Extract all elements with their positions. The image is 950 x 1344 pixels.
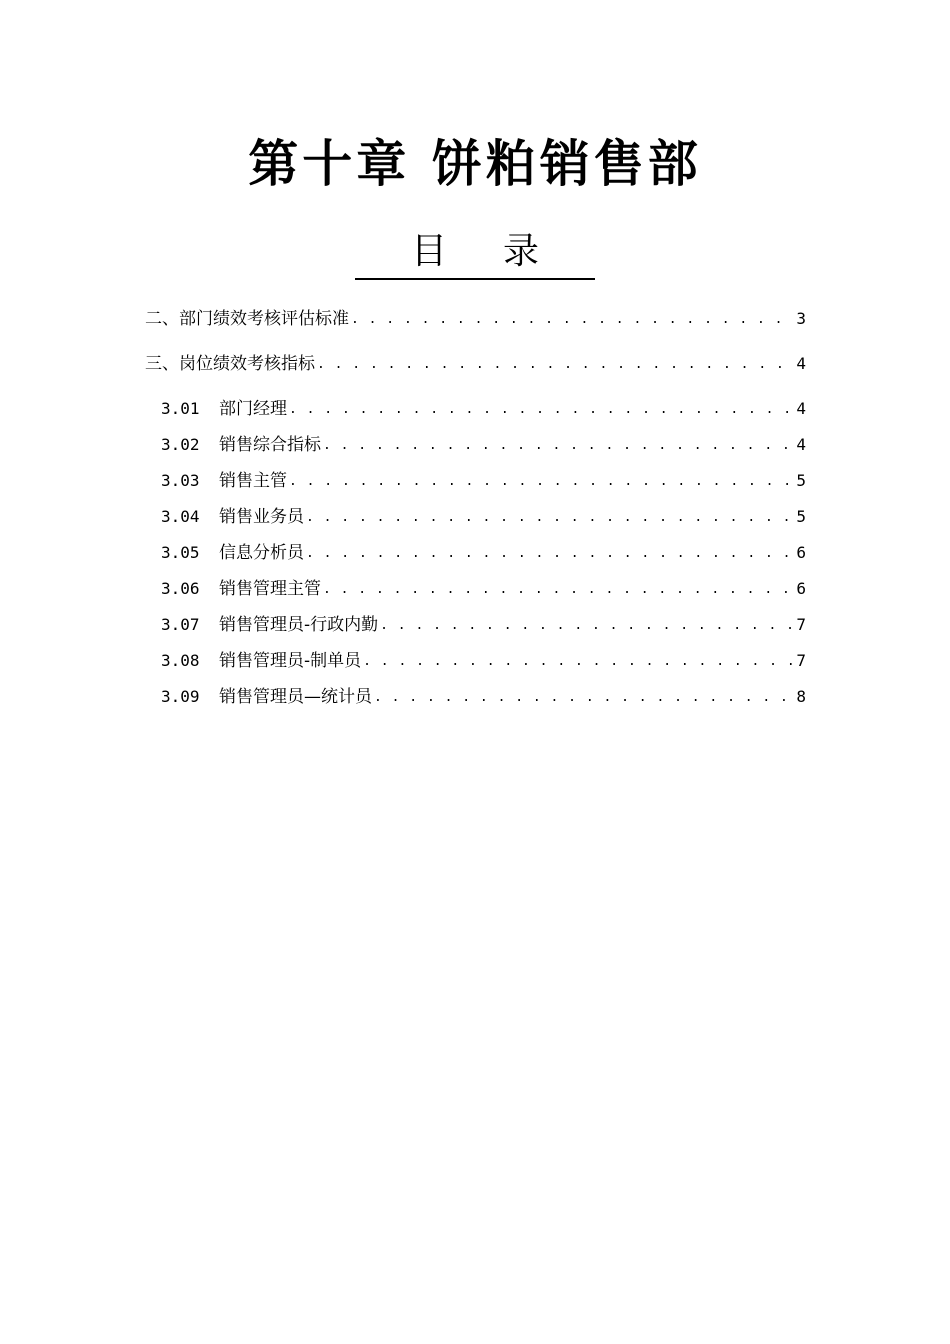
toc-dot-leader — [374, 685, 794, 711]
toc-entry-page: 5 — [796, 471, 806, 490]
toc-entry[interactable] — [161, 576, 806, 602]
toc-entry-label: 销售主管 — [219, 471, 287, 491]
toc-entry-page: 7 — [796, 615, 806, 634]
toc-entry-page: 7 — [796, 651, 806, 670]
toc-entry-label: 二、部门绩效考核评估标准 — [145, 309, 349, 329]
toc-entry-page: 4 — [796, 354, 806, 373]
toc-entry[interactable] — [145, 351, 806, 377]
toc-entry[interactable] — [161, 684, 806, 710]
toc-entry[interactable] — [145, 306, 806, 332]
toc-dot-leader — [323, 577, 794, 603]
toc-entry-label: 销售管理员-制单员 — [219, 651, 362, 671]
toc-dot-leader — [289, 469, 794, 495]
toc-dot-leader — [323, 433, 794, 459]
toc-entry-page: 4 — [796, 399, 806, 418]
toc-entry-label: 销售管理员-行政内勤 — [219, 615, 379, 635]
toc-heading: 目录 — [355, 228, 595, 280]
toc-entry[interactable] — [161, 468, 806, 494]
toc-entry-number: 3.07 — [161, 615, 200, 634]
toc-entry-number: 3.02 — [161, 435, 200, 454]
toc-dot-leader — [317, 352, 794, 378]
toc-entry[interactable] — [161, 612, 806, 638]
chapter-title: 第十章 饼粕销售部 — [248, 134, 702, 193]
toc-entry-number: 3.04 — [161, 507, 200, 526]
toc-dot-leader — [289, 397, 794, 423]
toc-entry-label: 销售综合指标 — [219, 435, 321, 455]
toc-entry-page: 3 — [796, 309, 806, 328]
toc-dot-leader — [306, 505, 794, 531]
toc-dot-leader — [363, 649, 794, 675]
toc-entry-number: 3.05 — [161, 543, 200, 562]
toc-entry-label: 信息分析员 — [219, 543, 304, 563]
toc-entry-label: 销售管理员—统计员 — [219, 687, 372, 707]
toc-entry-label: 销售业务员 — [219, 507, 304, 527]
toc-entry-page: 6 — [796, 543, 806, 562]
toc-entry-number: 3.03 — [161, 471, 200, 490]
toc-entry[interactable] — [161, 648, 806, 674]
toc-entry-label: 部门经理 — [219, 399, 287, 419]
toc-entry-number: 3.09 — [161, 687, 200, 706]
toc-entry-number: 3.08 — [161, 651, 200, 670]
toc-entry[interactable] — [161, 396, 806, 422]
toc-heading-wrapper — [0, 228, 950, 280]
toc-entry[interactable] — [161, 504, 806, 530]
toc-entry-number: 3.06 — [161, 579, 200, 598]
toc-entry-label: 三、岗位绩效考核指标 — [145, 354, 315, 374]
toc-entry-label: 销售管理主管 — [219, 579, 321, 599]
toc-entry-page: 6 — [796, 579, 806, 598]
toc-entry-number: 3.01 — [161, 399, 200, 418]
toc-dot-leader — [351, 307, 794, 333]
toc-entry[interactable] — [161, 432, 806, 458]
toc-entry-page: 5 — [796, 507, 806, 526]
toc-entry[interactable] — [161, 540, 806, 566]
toc-entry-page: 8 — [796, 687, 806, 706]
toc-entry-page: 4 — [796, 435, 806, 454]
toc-dot-leader — [306, 541, 794, 567]
toc-dot-leader — [380, 613, 794, 639]
